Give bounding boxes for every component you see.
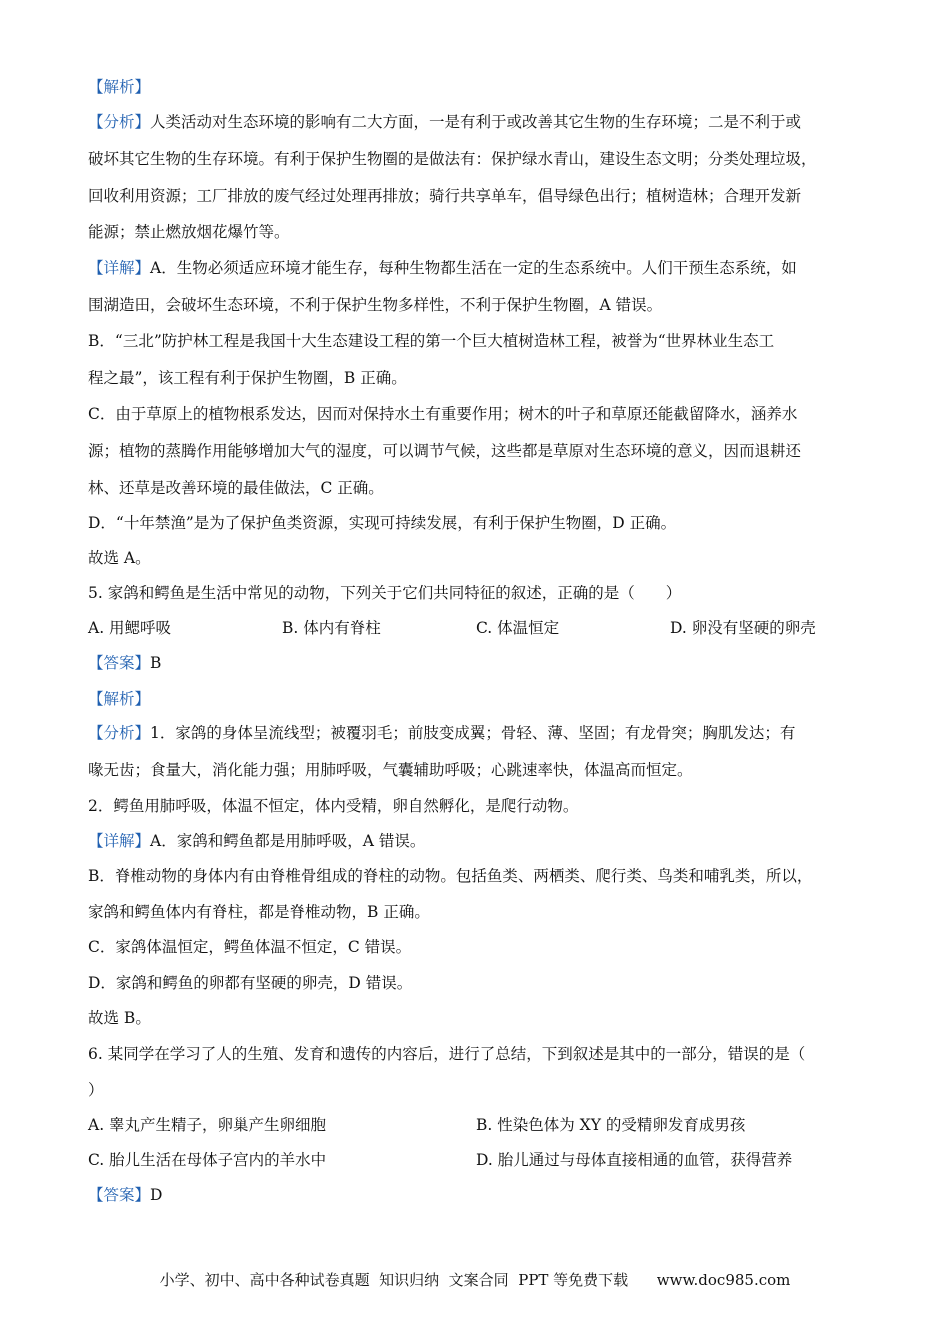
detail-text: A．生物必须适应环境才能生存，每种生物都生活在一定的生态系统中。人们干预生态系统，如: [150, 259, 797, 277]
detail-line: 围湖造田，会破坏生态环境，不利于保护生物多样性，不利于保护生物圈，A 错误。: [88, 296, 663, 314]
detail-line: 家鸽和鳄鱼体内有脊柱，都是脊椎动物，B 正确。: [88, 903, 430, 921]
question-6-cont: ）: [88, 1081, 104, 1099]
question-5: 5. 家鸽和鳄鱼是生活中常见的动物，下列关于它们共同特征的叙述，正确的是（ ）: [88, 584, 682, 602]
analysis-line: 2．鳄鱼用肺呼吸，体温不恒定，体内受精，卵自然孵化，是爬行动物。: [88, 797, 579, 815]
analysis-line: 破坏其它生物的生存环境。有利于保护生物圈的是做法有：保护绿水青山，建设生态文明；分类处理垃圾，: [88, 150, 817, 168]
detail-line: [88, 831, 868, 851]
detail-line: B．脊椎动物的身体内有由脊椎骨组成的脊柱的动物。包括鱼类、两栖类、爬行类、鸟类和哺乳类，所以，: [88, 867, 813, 885]
detail-line: B．“三北”防护林工程是我国十大生态建设工程的第一个巨大植树造林工程，被誉为“世界林业生态工: [88, 332, 775, 350]
detail-line: D．“十年禁渔”是为了保护鱼类资源，实现可持续发展，有利于保护生物圈，D 正确。: [88, 514, 677, 532]
analysis-text: 人类活动对生态环境的影响有二大方面，一是有利于或改善其它生物的生存环境；二是不利于或: [150, 113, 802, 131]
detail-text: A．家鸽和鳄鱼都是用肺呼吸，A 错误。: [150, 832, 426, 850]
detail-line: C．由于草原上的植物根系发达，因而对保持水土有重要作用；树木的叶子和草原还能截留降水，涵养水: [88, 405, 798, 423]
detail-line: [88, 258, 868, 278]
detail-tag: 【详解】: [88, 832, 151, 850]
q6-option-c: C. 胎儿生活在母体子宫内的羊水中: [88, 1151, 327, 1169]
q5-option-c: C. 体温恒定: [476, 619, 560, 637]
q5-answer-line: [88, 653, 868, 673]
q5-option-a: A. 用鳃呼吸: [88, 619, 172, 637]
q5-option-b: B. 体内有脊柱: [282, 619, 381, 637]
detail-line: 林、还草是改善环境的最佳做法，C 正确。: [88, 479, 384, 497]
analysis-line: [88, 723, 868, 743]
q6-answer-line: [88, 1185, 868, 1205]
analysis-line: 能源；禁止燃放烟花爆竹等。: [88, 223, 290, 241]
detail-line: 程之最”，该工程有利于保护生物圈，B 正确。: [88, 369, 407, 387]
analysis-tag: 【分析】: [88, 724, 151, 742]
detail-line: D．家鸽和鳄鱼的卵都有坚硬的卵壳，D 错误。: [88, 974, 413, 992]
q5-answer: B: [150, 654, 162, 672]
analysis-tag: 【分析】: [88, 113, 151, 131]
q5-option-d: D. 卵没有坚硬的卵壳: [670, 619, 816, 637]
analysis-line: [88, 112, 868, 132]
footer-text: 小学、初中、高中各种试卷真题 知识归纳 文案合同 PPT 等免费下载 www.doc985.com: [159, 1271, 791, 1289]
q6-option-a: A. 睾丸产生精子，卵巢产生卵细胞: [88, 1116, 327, 1134]
question-6: 6. 某同学在学习了人的生殖、发育和遗传的内容后，进行了总结，下到叙述是其中的一部分，错误的是（: [88, 1045, 806, 1063]
analysis-line: 喙无齿；食量大，消化能力强；用肺呼吸，气囊辅助呼吸；心跳速率快，体温高而恒定。: [88, 761, 693, 779]
analysis-line: 回收利用资源；工厂排放的废气经过处理再排放；骑行共享单车，倡导绿色出行；植树造林；合理开发新: [88, 187, 802, 205]
detail-line: C．家鸽体温恒定，鳄鱼体温不恒定，C 错误。: [88, 938, 412, 956]
detail-line: 源；植物的蒸腾作用能够增加大气的湿度，可以调节气候，这些都是草原对生态环境的意义，因而退耕还: [88, 442, 802, 460]
detail-line: 故选 B。: [88, 1009, 151, 1027]
answer-tag: 【答案】: [88, 1186, 151, 1204]
q6-option-d: D. 胎儿通过与母体直接相通的血管，获得营养: [476, 1151, 793, 1169]
answer-tag: 【答案】: [88, 654, 151, 672]
analysis-text: 1．家鸽的身体呈流线型；被覆羽毛；前肢变成翼；骨轻、薄、坚固；有龙骨突；胸肌发达；有: [150, 724, 796, 742]
detail-tag: 【详解】: [88, 259, 151, 277]
jiexi-tag: 【解析】: [88, 690, 151, 708]
q6-option-b: B. 性染色体为 XY 的受精卵发育成男孩: [476, 1116, 746, 1134]
detail-line: 故选 A。: [88, 549, 151, 567]
q6-answer: D: [150, 1186, 163, 1204]
jiexi-tag: 【解析】: [88, 78, 151, 96]
